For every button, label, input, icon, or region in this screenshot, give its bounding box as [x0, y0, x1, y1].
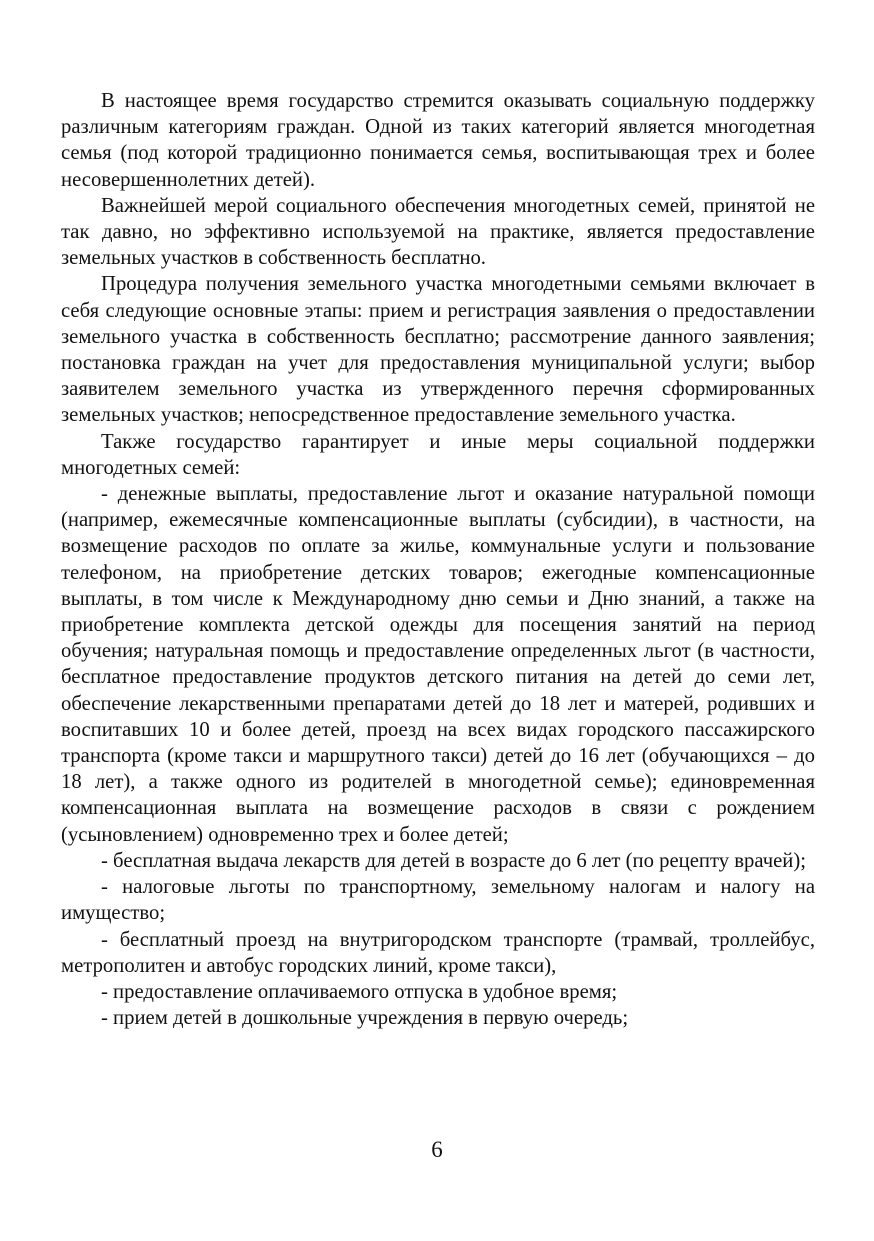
paragraph: Процедура получения земельного участка многодетными семьями включает в себя следующие основные этапы: прием и регистрация заявления о предоставлении земельного участка в собственность бесплатно; рассмотрение данного заявления; постановка граждан на учет для предоставления муниципальной услуги; выбор заявителем земельного участка из утвержденного перечня сформированных земельных участков; непосредственное предоставление земельного участка. [61, 273, 815, 427]
list-item: - бесплатный проезд на внутригородском транспорте (трамвай, троллейбус, метрополитен и автобус городских линий, кроме такси), [61, 928, 815, 977]
list-item: - прием детей в дошкольные учреждения в первую очередь; [101, 1007, 629, 1030]
paragraph: В настоящее время государство стремится оказывать социальную поддержку различным категориям граждан. Одной из таких категорий является многодетная семья (под которой традиционно понимается семья, воспитывающая трех и более несовершеннолетних детей). [61, 90, 815, 191]
page-number: 6 [431, 1137, 443, 1162]
list-item: - денежные выплаты, предоставление льгот и оказание натуральной помощи (например, ежемесячные компенсационные выплаты (субсидии), в частности, на возмещение расходов по оплате за жилье, коммунальные услуги и пользование телефоном, на приобретение детских товаров; ежегодные компенсационные выплаты, в том числе к Международному дню семьи и Дню знаний, а также на приобретение комплекта детской одежды для посещения занятий на период обучения; натуральная помощь и предоставление определенных льгот (в частности, бесплатное предоставление продуктов детского питания на детей до семи лет, обеспечение лекарственными препаратами детей до 18 лет и матерей, родивших и воспитавших 10 и более детей, проезд на всех видах городского пассажирского транспорта (кроме такси и маршрутного такси) детей до 16 лет (обучающихся – до 18 лет), а также одного из родителей в многодетной семье); единовременная компенсационная выплата на возмещение расходов в связи с рождением (усыновлением) одновременно трех и более детей; [61, 483, 815, 846]
list-item: - предоставление оплачиваемого отпуска в удобное время; [101, 980, 618, 1003]
list-item: - бесплатная выдача лекарств для детей в возрасте до 6 лет (по рецепту врачей); [101, 849, 806, 872]
paragraph: Важнейшей мерой социального обеспечения многодетных семей, принятой не так давно, но эффективно используемой на практике, является предоставление земельных участков в собственность бесплатно. [61, 194, 815, 270]
paragraph: Также государство гарантирует и иные меры социальной поддержки многодетных семей: [61, 430, 815, 479]
list-item: - налоговые льготы по транспортному, земельному налогам и налогу на имущество; [61, 876, 815, 925]
document-body [61, 88, 815, 1031]
